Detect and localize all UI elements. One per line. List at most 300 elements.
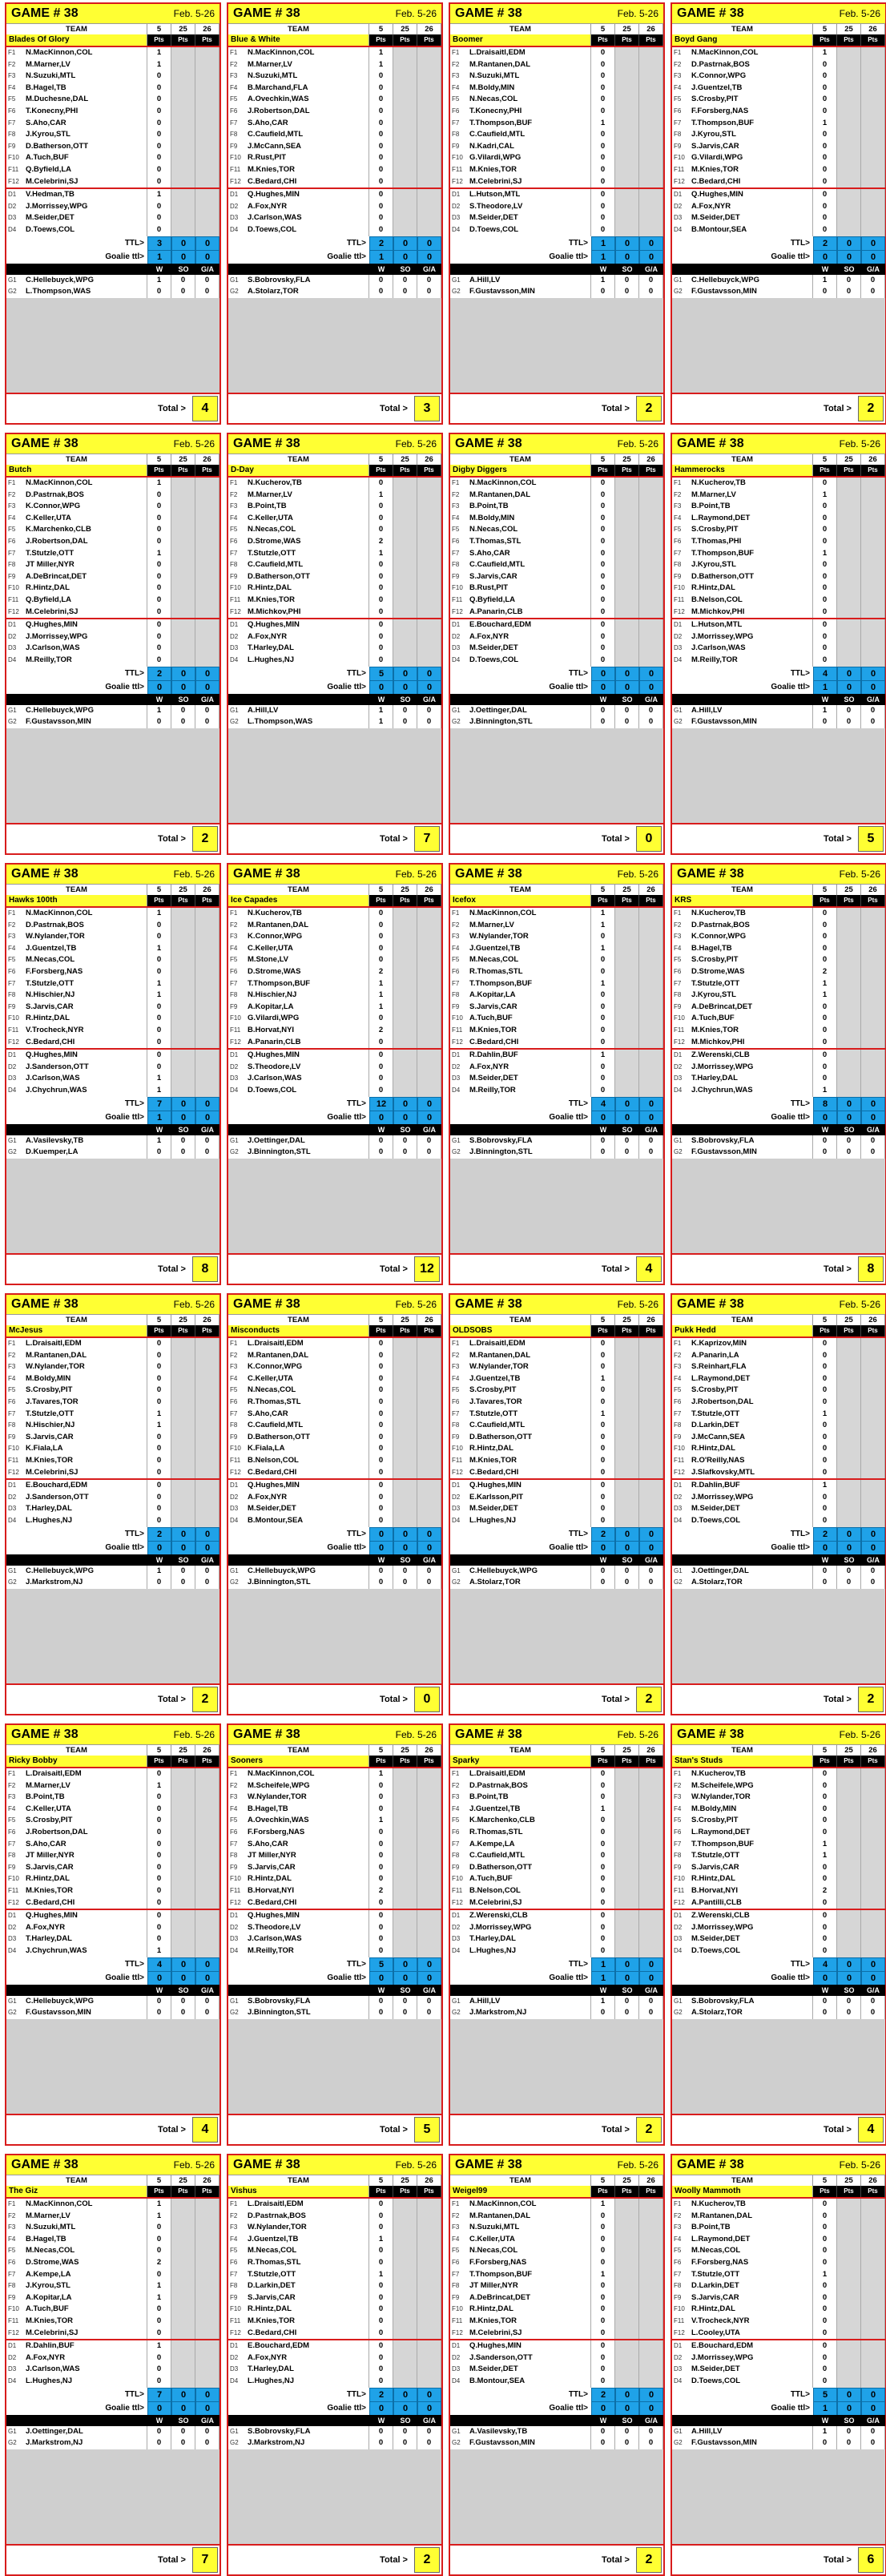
player-name: B.Point,TB: [469, 502, 509, 511]
forward-row: [450, 2199, 663, 2211]
player-name: L.Hughes,NJ: [469, 1515, 517, 1525]
total-label: Total >: [602, 404, 630, 413]
goals-against-value: 0: [195, 2437, 219, 2449]
points-value: 0: [147, 513, 171, 525]
forward-row: [6, 478, 219, 490]
ttl-value: 0: [393, 1957, 417, 1973]
total-label: Total >: [158, 2555, 186, 2565]
team-name: Stan's Studs: [672, 1756, 813, 1767]
points-value: 1: [147, 978, 171, 990]
total-label: Total >: [380, 404, 408, 413]
empty-cell: [837, 2292, 861, 2304]
player-name: N.MacKinnon,COL: [469, 478, 537, 487]
pts-label: Pts: [195, 465, 219, 476]
forwards-section: [6, 46, 219, 187]
forward-row: [228, 908, 441, 920]
slot-label: D4: [8, 2376, 17, 2385]
player-name: B.Nelson,COL: [248, 1455, 299, 1465]
goalie-ttl-label: Goalie ttl>: [549, 2403, 588, 2413]
player-cell: [6, 2352, 147, 2364]
pts-label: Pts: [813, 1325, 837, 1336]
empty-cell: [393, 1420, 417, 1432]
slot-label: D4: [230, 225, 239, 233]
player-name: J.Carlson,WAS: [26, 1074, 80, 1083]
player-cell: [228, 1455, 369, 1467]
empty-cell: [417, 1037, 441, 1049]
player-name: K.Marchenko,CLB: [26, 525, 91, 534]
skater-total-row: [228, 2388, 441, 2401]
empty-cell: [171, 490, 195, 502]
points-value: 0: [813, 655, 837, 667]
empty-cell: [417, 1827, 441, 1839]
shutouts-label: SO: [844, 695, 855, 703]
empty-cell: [171, 1827, 195, 1839]
slot-label: G2: [8, 288, 17, 296]
points-value: 1: [147, 990, 171, 1002]
slot-label: F2: [8, 60, 16, 68]
points-value: 0: [147, 83, 171, 95]
player-cell: [450, 141, 591, 153]
empty-cell: [228, 1554, 369, 1566]
player-name: B.Point,TB: [691, 2223, 731, 2232]
points-value: 0: [591, 2211, 615, 2223]
player-name: C.Bedard,CHI: [248, 1897, 297, 1907]
goalie-ttl-label: Goalie ttl>: [771, 1973, 810, 1982]
player-cell: [6, 1467, 147, 1479]
ttl-value: 0: [861, 1957, 885, 1973]
empty-cell: [195, 1455, 219, 1467]
slot-label: F5: [452, 956, 460, 964]
empty-cell: [639, 2328, 663, 2340]
goals-against-value: 0: [861, 1577, 885, 1589]
ttl-value: 0: [195, 236, 219, 252]
empty-cell: [615, 1862, 639, 1874]
points-value: 0: [813, 607, 837, 619]
pts-label: Pts: [171, 2186, 195, 2197]
total-value: 12: [414, 1256, 440, 1282]
player-name: S.Jarvis,CAR: [248, 2292, 296, 2302]
points-value: 0: [147, 1792, 171, 1804]
shutouts-label: SO: [178, 1985, 189, 1994]
pts-label: Pts: [147, 465, 171, 476]
points-value: 0: [813, 1780, 837, 1792]
pts-label: Pts: [369, 465, 393, 476]
column-label: 5: [369, 885, 393, 895]
slot-label: G2: [230, 1148, 239, 1156]
slot-label: F10: [674, 154, 685, 162]
forward-row: [672, 583, 885, 595]
goalie-total-row: [6, 250, 219, 264]
goalie-name: C.Hellebuyck,WPG: [248, 1566, 316, 1575]
points-value: 0: [813, 164, 837, 176]
forward-row: [450, 2257, 663, 2269]
slot-label: F9: [452, 142, 460, 150]
empty-cell: [195, 1804, 219, 1816]
player-name: J.McCann,SEA: [248, 141, 302, 151]
slot-label: D2: [8, 632, 17, 640]
points-value: 0: [813, 908, 837, 920]
empty-cell: [639, 1373, 663, 1385]
wins-label: W: [377, 695, 385, 703]
empty-cell: [393, 1910, 417, 1922]
ttl-value: 0: [393, 1097, 417, 1112]
empty-cell: [195, 655, 219, 667]
slot-label: F1: [8, 479, 16, 486]
defense-row: [6, 1062, 219, 1074]
ttl-value: 4: [591, 1097, 615, 1112]
empty-cell: [6, 694, 147, 705]
game-date: Feb. 5-26: [173, 8, 215, 19]
player-name: A.Tuch,BUF: [469, 1874, 513, 1884]
game-date: Feb. 5-26: [839, 8, 880, 19]
forward-row: [228, 583, 441, 595]
wins-value: 0: [591, 1566, 615, 1578]
points-value: 0: [813, 1933, 837, 1945]
empty-cell: [393, 490, 417, 502]
defense-row: [450, 631, 663, 643]
player-name: A.Fox,NYR: [691, 201, 731, 211]
empty-cell: [171, 607, 195, 619]
player-cell: [672, 2222, 813, 2234]
player-cell: [228, 943, 369, 955]
total-label: Total >: [824, 2125, 852, 2135]
slot-label: F6: [452, 967, 460, 975]
player-name: V.Trocheck,NYR: [26, 1025, 84, 1034]
player-cell: [6, 478, 147, 490]
total-value: 2: [414, 2547, 440, 2573]
wins-label: W: [377, 1985, 385, 1994]
card-header: [450, 4, 663, 24]
forward-row: [6, 559, 219, 571]
empty-cell: [195, 607, 219, 619]
card-header: [672, 2155, 885, 2175]
column-label: 26: [639, 885, 663, 895]
game-number: GAME # 38: [677, 6, 744, 20]
empty-cell: [861, 1409, 885, 1421]
player-cell: [672, 1397, 813, 1409]
forward-row: [672, 524, 885, 536]
empty-cell: [639, 966, 663, 978]
player-name: M.Boldy,MIN: [691, 1804, 737, 1813]
points-value: 0: [147, 164, 171, 176]
forward-row: [450, 1397, 663, 1409]
empty-cell: [615, 2340, 639, 2352]
empty-cell: [837, 2316, 861, 2328]
player-cell: [228, 1420, 369, 1432]
points-value: 0: [591, 2352, 615, 2364]
forward-row: [672, 1397, 885, 1409]
team-column-label: TEAM: [672, 454, 813, 465]
empty-cell: [393, 595, 417, 607]
player-name: S.Reinhart,FLA: [691, 1362, 747, 1372]
empty-cell: [837, 2222, 861, 2234]
empty-cell: [171, 595, 195, 607]
ttl-value: 0: [837, 2388, 861, 2403]
empty-cell: [450, 1985, 591, 1996]
forward-row: [672, 595, 885, 607]
goals-against-value: 0: [417, 1996, 441, 2008]
player-name: R.Dahlin,BUF: [469, 1050, 518, 1060]
wins-label: W: [377, 1555, 385, 1564]
empty-cell: [837, 1515, 861, 1527]
forward-row: [6, 1385, 219, 1397]
points-value: 0: [591, 176, 615, 188]
points-value: 0: [591, 1768, 615, 1780]
empty-cell: [837, 631, 861, 643]
empty-cell: [171, 2257, 195, 2269]
ttl-label: TTL>: [568, 668, 588, 678]
empty-cell: [195, 1002, 219, 1014]
slot-label: F7: [230, 1840, 238, 1848]
empty-cell: [393, 2304, 417, 2316]
slot-label: G1: [230, 706, 239, 714]
wins-value: 0: [147, 1577, 171, 1589]
player-name: M.Necas,COL: [248, 2246, 297, 2256]
empty-cell: [615, 83, 639, 95]
forward-row: [450, 2245, 663, 2257]
player-cell: [450, 607, 591, 619]
player-name: Q.Hughes,MIN: [248, 1911, 300, 1921]
player-name: N.Kucherov,TB: [691, 2199, 746, 2208]
points-value: 0: [147, 2316, 171, 2328]
player-name: M.Michkov,PHI: [691, 607, 745, 616]
slot-label: F9: [230, 572, 238, 580]
slot-label: G1: [8, 1997, 17, 2005]
shutouts-label: SO: [844, 2416, 855, 2425]
forward-row: [6, 966, 219, 978]
slot-label: F8: [230, 1852, 238, 1860]
forward-row: [228, 595, 441, 607]
card-header: [6, 1725, 219, 1745]
player-cell: [450, 2340, 591, 2352]
player-cell: [6, 212, 147, 224]
slot-label: D4: [674, 1946, 683, 1954]
forward-row: [228, 920, 441, 932]
player-name: Q.Byfield,LA: [26, 595, 72, 604]
slot-label: F4: [230, 2235, 238, 2243]
goals-against-label: G/A: [200, 695, 214, 703]
total-label: Total >: [602, 1695, 630, 1704]
player-name: D.Toews,COL: [26, 224, 75, 234]
empty-cell: [195, 83, 219, 95]
empty-cell: [861, 2234, 885, 2246]
column-label: 5: [813, 885, 837, 895]
slot-label: D3: [8, 1935, 17, 1943]
player-cell: [6, 1085, 147, 1097]
empty-cell: [417, 643, 441, 655]
slot-label: F6: [230, 967, 238, 975]
player-cell: [450, 1515, 591, 1527]
empty-cell: [861, 189, 885, 201]
slot-label: F10: [230, 154, 241, 162]
total-label: Total >: [158, 1695, 186, 1704]
empty-cell: [861, 559, 885, 571]
player-name: R.Hintz,DAL: [248, 2304, 292, 2314]
player-name: S.Theodore,LV: [248, 1922, 301, 1932]
pts-label: Pts: [813, 895, 837, 906]
goalie-row: [6, 275, 219, 287]
points-value: 0: [147, 1815, 171, 1827]
goals-against-value: 0: [195, 1135, 219, 1147]
empty-cell: [417, 1085, 441, 1097]
player-name: K.Connor,WPG: [691, 71, 747, 81]
points-value: 2: [369, 536, 393, 548]
empty-cell: [837, 47, 861, 59]
points-value: 0: [147, 1492, 171, 1504]
goalie-name: L.Thompson,WAS: [248, 717, 313, 727]
empty-cell: [861, 2245, 885, 2257]
slot-label: F10: [452, 1445, 463, 1453]
goals-against-value: 0: [195, 2426, 219, 2438]
player-name: D.Pastrnak,BOS: [26, 920, 84, 929]
goalie-ttl-label: Goalie ttl>: [105, 1112, 144, 1122]
ttl-value: 0: [615, 236, 639, 252]
player-cell: [450, 559, 591, 571]
points-value: 0: [369, 1492, 393, 1504]
goalie-ttl-value: 0: [195, 1541, 219, 1556]
forward-row: [6, 59, 219, 71]
empty-cell: [639, 1885, 663, 1897]
slot-label: F1: [8, 1770, 16, 1777]
forwards-section: [450, 476, 663, 618]
player-cell: [228, 1922, 369, 1934]
player-cell: [672, 1443, 813, 1455]
goalies-section: [6, 1566, 219, 1589]
player-name: S.Aho,CAR: [26, 1839, 66, 1848]
goalie-name: A.Hill,LV: [691, 705, 723, 715]
defense-row: [6, 212, 219, 224]
player-name: W.Nylander,TOR: [691, 1792, 751, 1802]
player-cell: [450, 966, 591, 978]
slot-label: D3: [230, 214, 239, 222]
wins-label: W: [599, 1985, 607, 1994]
points-value: 0: [369, 1085, 393, 1097]
forward-row: [672, 548, 885, 560]
pts-label: Pts: [861, 895, 885, 906]
slot-label: F11: [674, 1026, 685, 1034]
player-cell: [672, 1480, 813, 1492]
wins-label: W: [155, 1985, 163, 1994]
player-name: A.Tuch,BUF: [26, 153, 69, 163]
forward-row: [228, 1839, 441, 1851]
slot-label: F6: [8, 2258, 16, 2266]
player-name: A.Kempe,LA: [469, 1839, 515, 1848]
slot-label: F4: [230, 1374, 238, 1382]
empty-cell: [171, 1013, 195, 1025]
total-value: 2: [636, 2117, 662, 2143]
slot-label: D1: [230, 1051, 239, 1059]
player-name: N.Necas,COL: [469, 95, 518, 104]
player-name: M.Boldy,MIN: [26, 1373, 71, 1383]
empty-cell: [615, 1945, 639, 1957]
goalies-section: [6, 1996, 219, 2019]
empty-cell: [393, 129, 417, 141]
shutouts-value: 0: [615, 716, 639, 728]
forwards-section: [6, 1336, 219, 1478]
player-cell: [6, 2211, 147, 2223]
goalie-cell: [228, 275, 369, 287]
total-value: 7: [414, 826, 440, 852]
points-value: 0: [369, 1873, 393, 1885]
ttl-label: TTL>: [346, 1099, 366, 1108]
goalie-row: [228, 286, 441, 298]
forward-row: [228, 1862, 441, 1874]
empty-cell: [195, 176, 219, 188]
player-cell: [450, 2245, 591, 2257]
empty-cell: [615, 1467, 639, 1479]
points-value: 0: [813, 212, 837, 224]
player-name: R.Dahlin,BUF: [26, 2341, 75, 2351]
column-header-row: [6, 24, 219, 34]
player-name: J.Carlson,WAS: [691, 643, 746, 653]
empty-cell: [393, 2257, 417, 2269]
goalie-row: [672, 1135, 885, 1147]
slot-label: F7: [452, 549, 460, 557]
team-column-label: TEAM: [672, 1745, 813, 1756]
points-value: 0: [813, 176, 837, 188]
empty-cell: [171, 571, 195, 583]
points-value: 0: [591, 2257, 615, 2269]
player-name: D.Pastrnak,BOS: [26, 490, 84, 499]
empty-cell: [195, 47, 219, 59]
empty-cell: [615, 1873, 639, 1885]
pts-label: Pts: [417, 1325, 441, 1336]
player-name: J.McCann,SEA: [691, 1432, 746, 1441]
total-row: [672, 1683, 885, 1714]
empty-cell: [393, 1350, 417, 1362]
player-cell: [450, 1037, 591, 1049]
forward-row: [672, 176, 885, 188]
player-name: N.Kucherov,TB: [248, 909, 302, 917]
empty-cell: [615, 607, 639, 619]
points-value: 1: [147, 2280, 171, 2292]
total-row: [6, 1683, 219, 1714]
wins-value: 1: [813, 275, 837, 287]
empty-cell: [639, 164, 663, 176]
goalie-ttl-value: 0: [417, 1971, 441, 1986]
empty-cell: [615, 2269, 639, 2281]
goalie-row: [228, 716, 441, 728]
empty-cell: [615, 2222, 639, 2234]
player-name: R.Hintz,DAL: [691, 1444, 735, 1453]
empty-cell: [837, 1467, 861, 1479]
ttl-value: 2: [813, 236, 837, 252]
forward-row: [672, 1768, 885, 1780]
slot-label: F4: [674, 514, 682, 522]
ttl-label: TTL>: [568, 2389, 588, 2399]
points-value: 1: [369, 59, 393, 71]
empty-cell: [417, 1873, 441, 1885]
defense-row: [450, 2376, 663, 2388]
slot-label: F8: [8, 2282, 16, 2290]
player-cell: [6, 1862, 147, 1874]
blank-area: [672, 1159, 885, 1253]
player-name: C.Keller,UTA: [248, 943, 293, 953]
player-cell: [6, 966, 147, 978]
team-name: Digby Diggers: [450, 465, 591, 476]
points-value: 0: [369, 571, 393, 583]
blank-area: [672, 728, 885, 823]
team-name: Hammerocks: [672, 465, 813, 476]
empty-cell: [228, 694, 369, 705]
goalie-total-row: [228, 2401, 441, 2415]
goalie-stat-header: [450, 1985, 663, 1996]
empty-cell: [195, 954, 219, 966]
goalie-name: C.Hellebuyck,WPG: [26, 1996, 94, 2006]
empty-cell: [417, 631, 441, 643]
column-label: 5: [147, 1315, 171, 1325]
empty-cell: [861, 1873, 885, 1885]
